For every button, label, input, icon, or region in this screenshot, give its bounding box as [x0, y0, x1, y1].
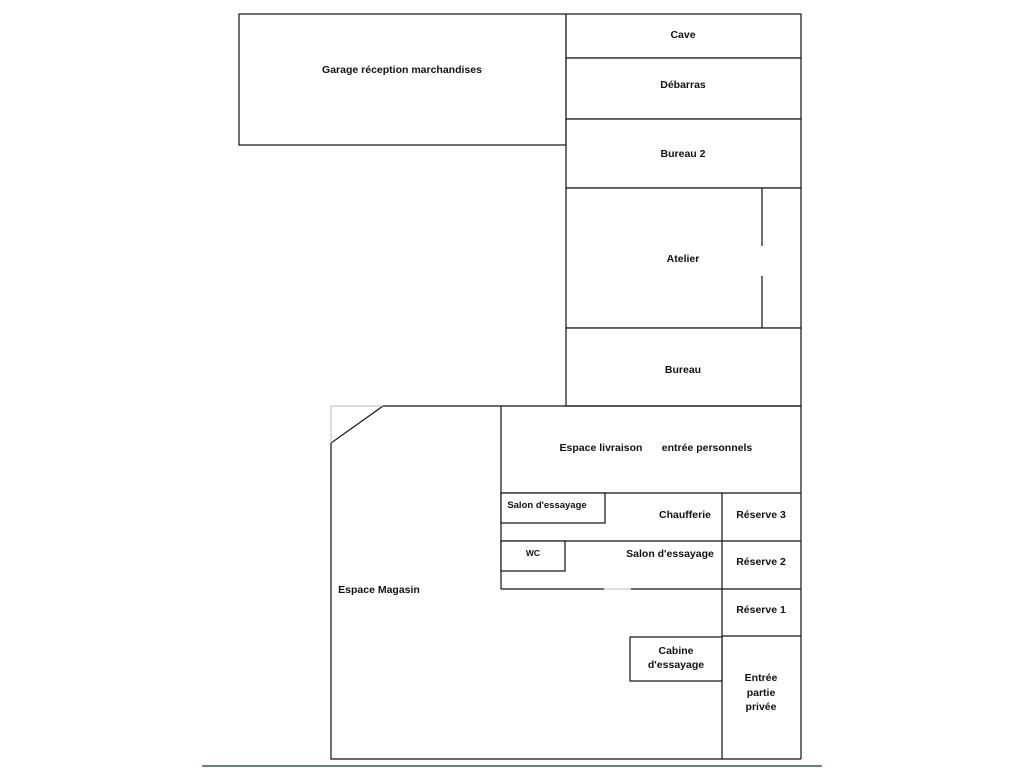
label-bureau: Bureau [664, 364, 702, 376]
room-espace-magasin-outline [331, 406, 722, 759]
room-garage [239, 14, 566, 145]
label-reserve-2: Réserve 2 [736, 556, 786, 568]
label-atelier: Atelier [666, 253, 700, 265]
label-chaufferie: Chaufferie [659, 509, 711, 521]
label-garage: Garage réception marchandises [322, 64, 482, 76]
label-entree-personnels: entrée personnels [661, 442, 753, 454]
label-wc: WC [525, 548, 541, 558]
label-espace-magasin: Espace Magasin [338, 584, 420, 596]
label-salon-essayage-2: Salon d'essayage [626, 548, 714, 560]
label-cabine-line1: Cabine [658, 645, 694, 657]
label-entree-line1: Entrée [744, 672, 778, 684]
label-espace-livraison: Espace livraison [559, 442, 643, 454]
label-salon-essayage-1: Salon d'essayage [507, 500, 587, 511]
label-entree-line3: privée [745, 701, 777, 713]
label-reserve-3: Réserve 3 [736, 509, 786, 521]
label-reserve-1: Réserve 1 [736, 604, 786, 616]
label-cave: Cave [670, 29, 696, 41]
label-debarras: Débarras [660, 79, 706, 91]
label-cabine-line2: d'essayage [647, 659, 705, 671]
label-entree-line2: partie [746, 687, 776, 699]
label-bureau-2: Bureau 2 [660, 148, 706, 160]
